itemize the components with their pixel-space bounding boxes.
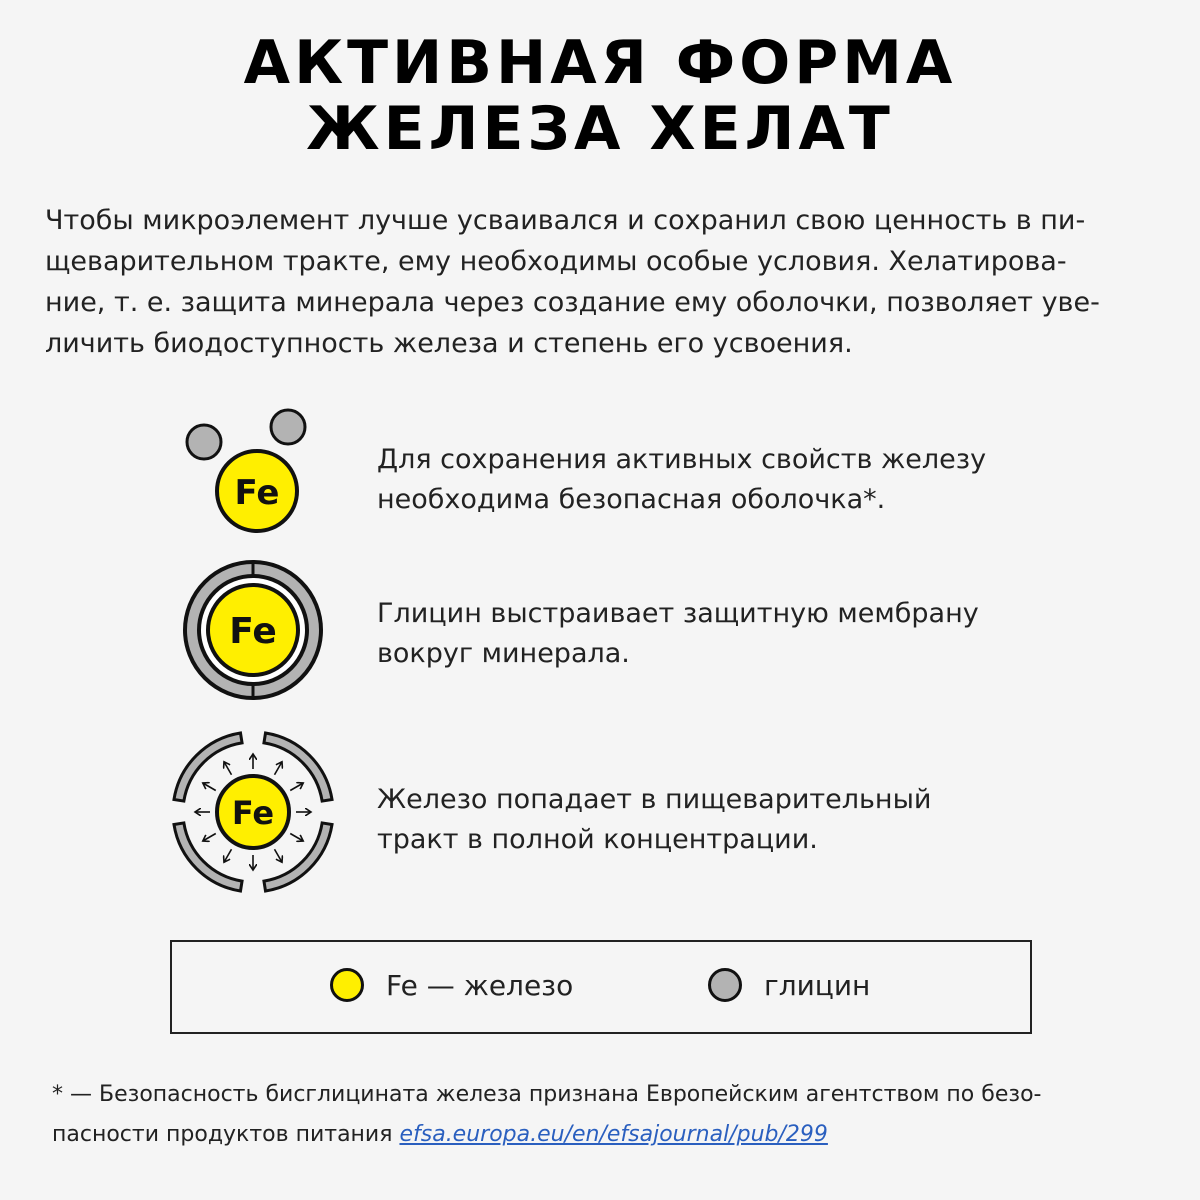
title-line-2: ЖЕЛЕЗА ХЕЛАТ <box>306 94 894 164</box>
efsa-link[interactable]: efsa.europa.eu/en/efsajournal/pub/299 <box>399 1122 828 1147</box>
iron-symbol: Fe <box>231 794 275 832</box>
intro-line: щеварительном тракте, ему необходимы особые условия. Хелатирова- <box>45 246 1067 277</box>
release-arrow-icon <box>224 849 232 862</box>
release-arrow-icon <box>275 849 283 862</box>
legend <box>170 940 1032 1034</box>
step-line: Железо попадает в пищеварительный <box>377 784 932 815</box>
step-line: Глицин выстраивает защитную мембрану <box>377 598 979 629</box>
release-arrow-icon <box>203 834 216 842</box>
intro-line: ние, т. е. защита минерала через создание ему оболочки, позволяет уве- <box>45 287 1100 318</box>
release-arrow-icon <box>224 762 232 775</box>
fe-in-glycine-membrane-icon <box>165 540 345 720</box>
release-arrow-icon <box>203 783 216 791</box>
legend-label: Fe — железо <box>386 969 574 1002</box>
footnote <box>52 1075 1162 1155</box>
glycine-molecule <box>271 410 305 444</box>
footnote-text: пасности продуктов питания <box>52 1122 400 1147</box>
intro-paragraph <box>45 200 1160 364</box>
release-arrow-icon <box>275 762 283 775</box>
step-2-text <box>377 594 1097 674</box>
legend-label: глицин <box>764 969 871 1002</box>
page-title <box>0 30 1200 162</box>
release-arrow-icon <box>290 783 303 791</box>
step-line: необходима безопасная оболочка*. <box>377 484 886 515</box>
intro-line: личить биодоступность железа и степень его усвоения. <box>45 328 853 359</box>
release-arrow-icon <box>290 834 303 842</box>
step-3-text <box>377 780 1097 860</box>
gray-circle-icon <box>708 968 742 1002</box>
step-line: Для сохранения активных свойств железу <box>377 444 987 475</box>
glycine-molecule <box>187 425 221 459</box>
iron-symbol: Fe <box>234 473 280 513</box>
title-line-1: АКТИВНАЯ ФОРМА <box>243 28 957 98</box>
footnote-line <box>52 1115 1162 1155</box>
step-line: вокруг минерала. <box>377 638 630 669</box>
footnote-line: * — Безопасность бисглицината железа признана Европейским агентством по безо- <box>52 1082 1042 1107</box>
step-line: тракт в полной концентрации. <box>377 824 818 855</box>
fe-released-from-membrane-icon <box>165 722 345 902</box>
yellow-circle-icon <box>330 968 364 1002</box>
intro-line: Чтобы микроэлемент лучше усваивался и сохранил свою ценность в пи- <box>45 205 1086 236</box>
step-1-text <box>377 440 1097 520</box>
iron-symbol: Fe <box>229 611 277 652</box>
